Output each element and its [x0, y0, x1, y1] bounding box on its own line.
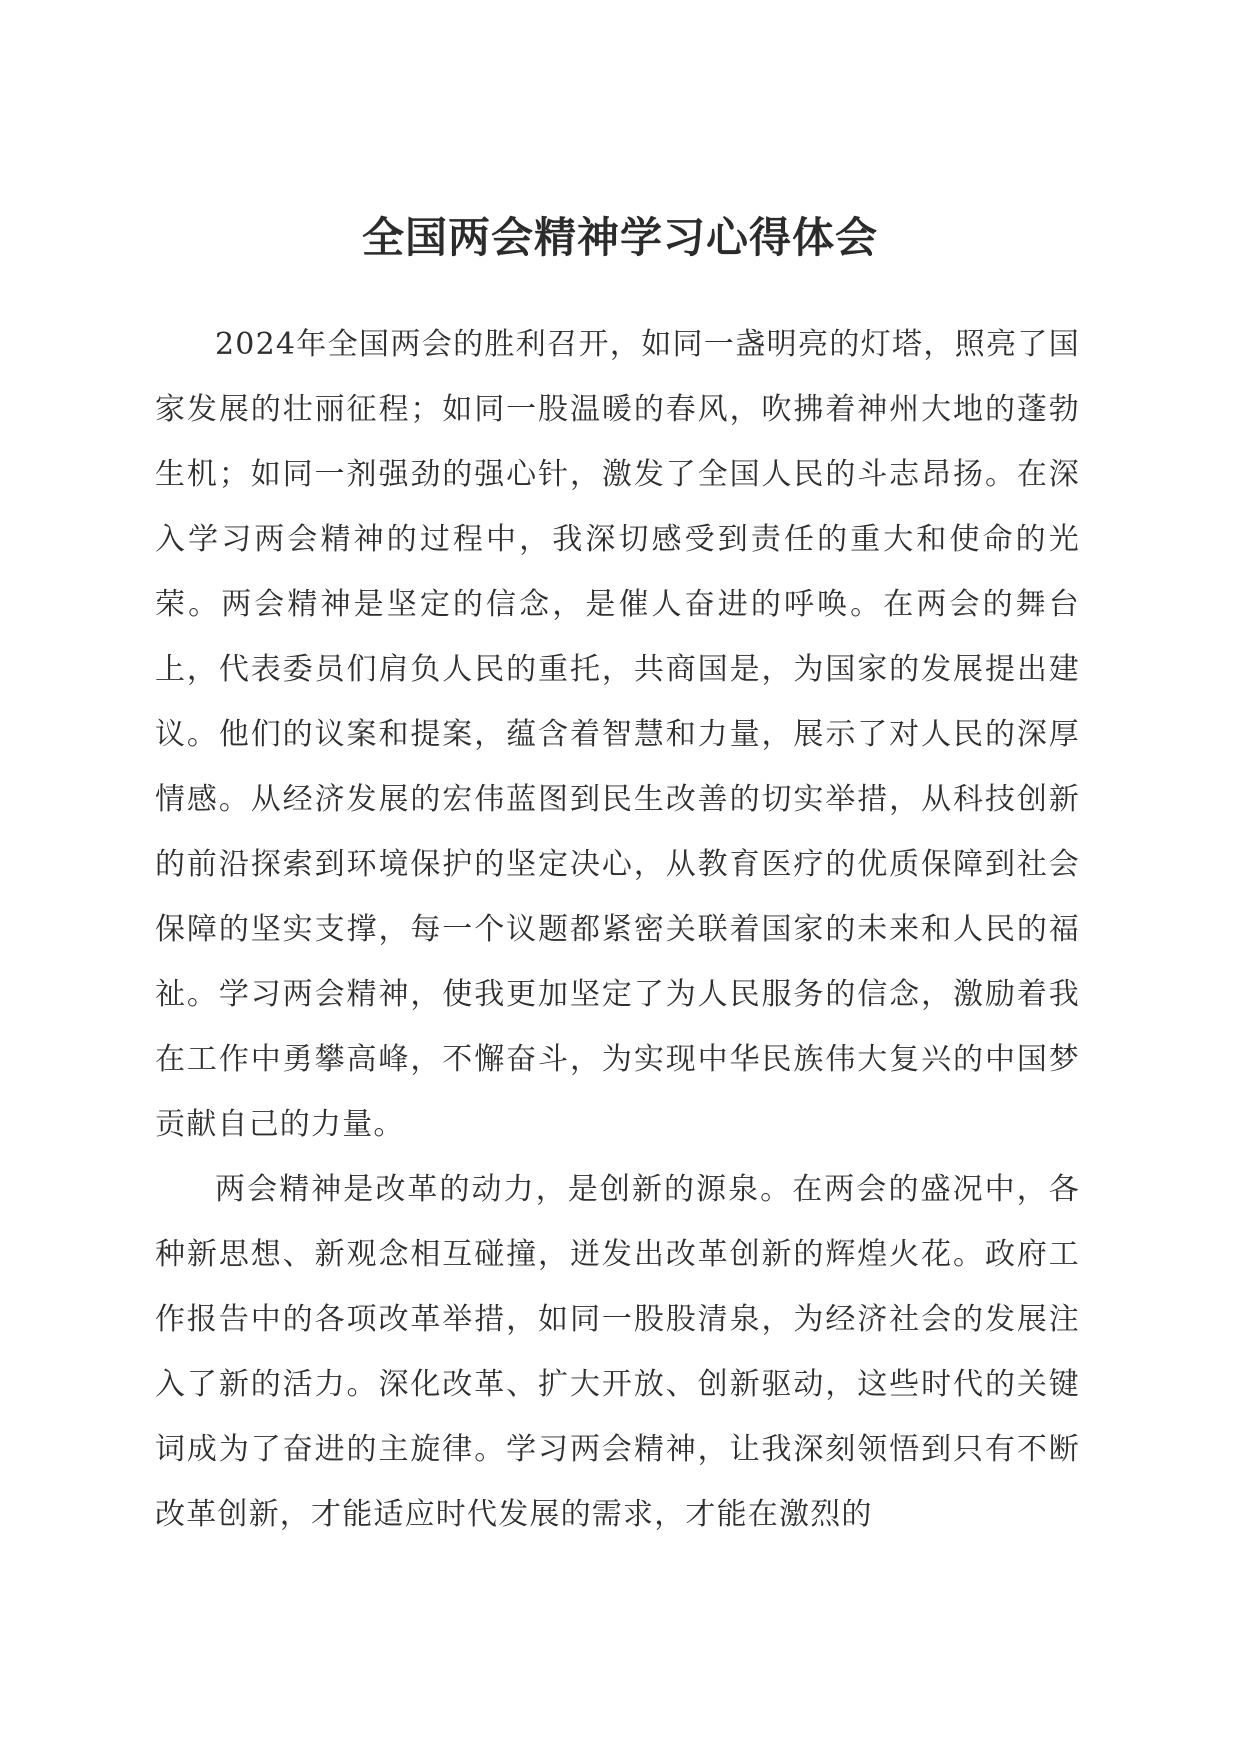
document-title: 全国两会精神学习心得体会	[361, 213, 878, 262]
document-body	[155, 312, 1080, 1547]
paragraph-2: 两会精神是改革的动力，是创新的源泉。在两会的盛况中，各种新思想、新观念相互碰撞，迸发出改革创新的辉煌火花。政府工作报告中的各项改革举措，如同一股股清泉，为经济社会的发展注入了新的活力。深化改革、扩大开放、创新驱动，这些时代的关键词成为了奋进的主旋律。学习两会精神，让我深刻领悟到只有不断改革创新，才能适应时代发展的需求，才能在激烈的	[155, 1172, 1080, 1532]
paragraph-1: 2024年全国两会的胜利召开，如同一盏明亮的灯塔，照亮了国家发展的壮丽征程；如同一股温暖的春风，吹拂着神州大地的蓬勃生机；如同一剂强劲的强心针，激发了全国人民的斗志昂扬。在深入学习两会精神的过程中，我深切感受到责任的重大和使命的光荣。两会精神是坚定的信念，是催人奋进的呼唤。在两会的舞台上，代表委员们肩负人民的重托，共商国是，为国家的发展提出建议。他们的议案和提案，蕴含着智慧和力量，展示了对人民的深厚情感。从经济发展的宏伟蓝图到民生改善的切实举措，从科技创新的前沿探索到环境保护的坚定决心，从教育医疗的优质保障到社会保障的坚实支撑，每一个议题都紧密关联着国家的未来和人民的福祉。学习两会精神，使我更加坚定了为人民服务的信念，激励着我在工作中勇攀高峰，不懈奋斗，为实现中华民族伟大复兴的中国梦贡献自己的力量。	[155, 327, 1080, 1142]
